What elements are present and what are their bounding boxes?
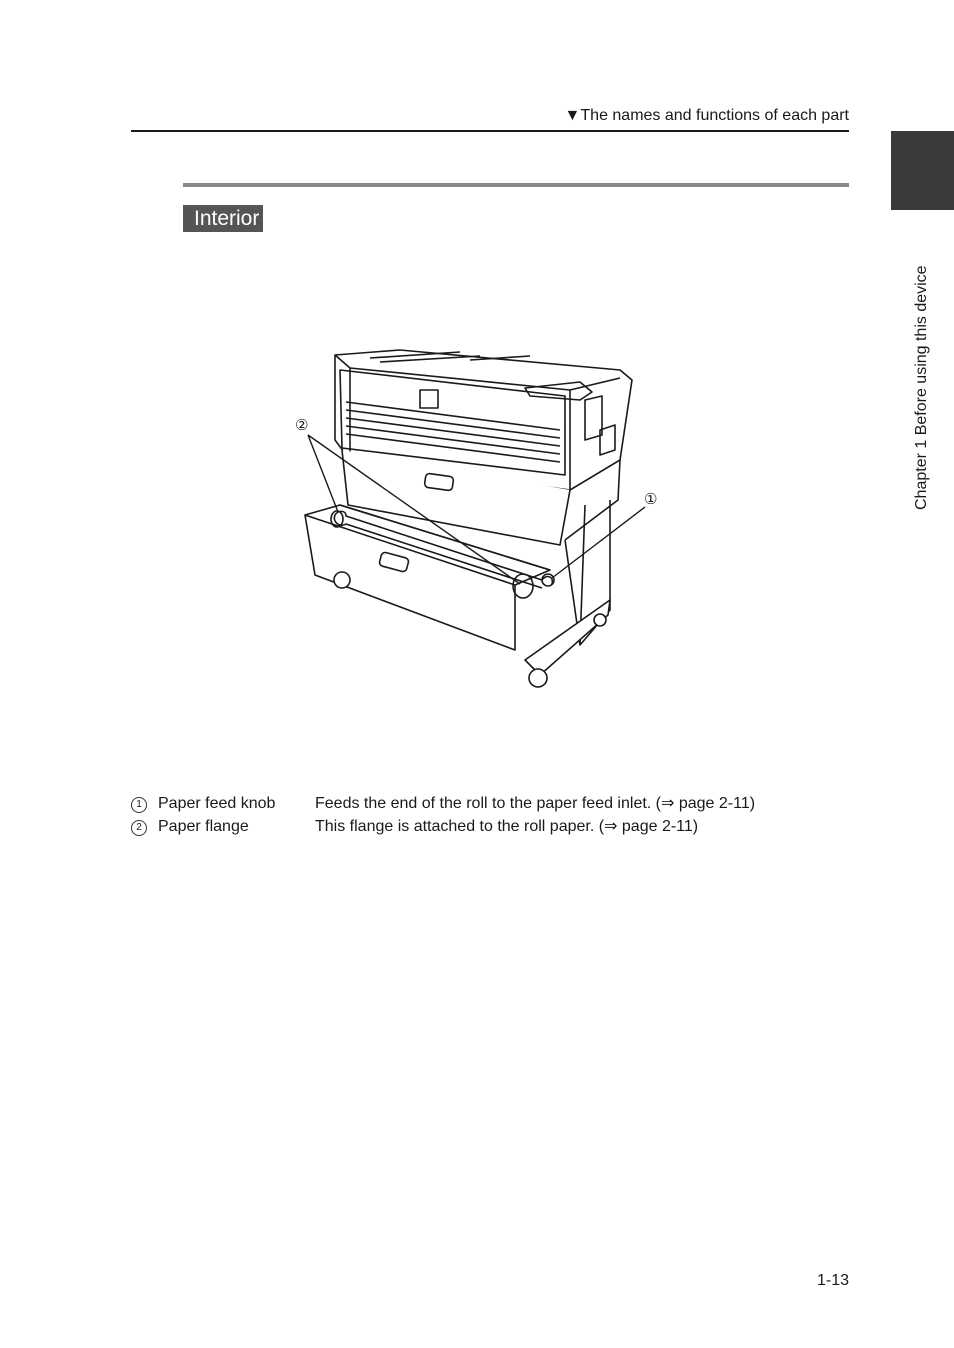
legend-part-description: This flange is attached to the roll paper. (⇒ page 2-11): [315, 818, 699, 835]
legend-part-description: Feeds the end of the roll to the paper feed inlet. (⇒ page 2-11): [315, 795, 756, 812]
printer-interior-figure: [280, 330, 680, 700]
legend-number: 2: [131, 820, 147, 836]
legend-part-name: Paper feed knob: [158, 795, 276, 812]
running-header-title: The names and functions of each part: [580, 107, 849, 124]
callout-2-label: ②: [295, 417, 309, 434]
section-rule: [183, 183, 849, 187]
legend-number: 1: [131, 797, 147, 813]
page-number: 1-13: [816, 1272, 849, 1289]
chapter-label: Chapter 1 Before using this device: [913, 265, 930, 510]
chapter-tab: [891, 131, 954, 210]
legend-part-name: Paper flange: [158, 818, 249, 835]
triangle-marker-icon: ▼: [564, 107, 581, 124]
running-header: [131, 106, 849, 126]
header-rule: [131, 130, 849, 132]
section-title: Interior: [183, 205, 263, 232]
callout-1-label: ①: [644, 491, 658, 508]
printer-illustration: [280, 330, 680, 700]
